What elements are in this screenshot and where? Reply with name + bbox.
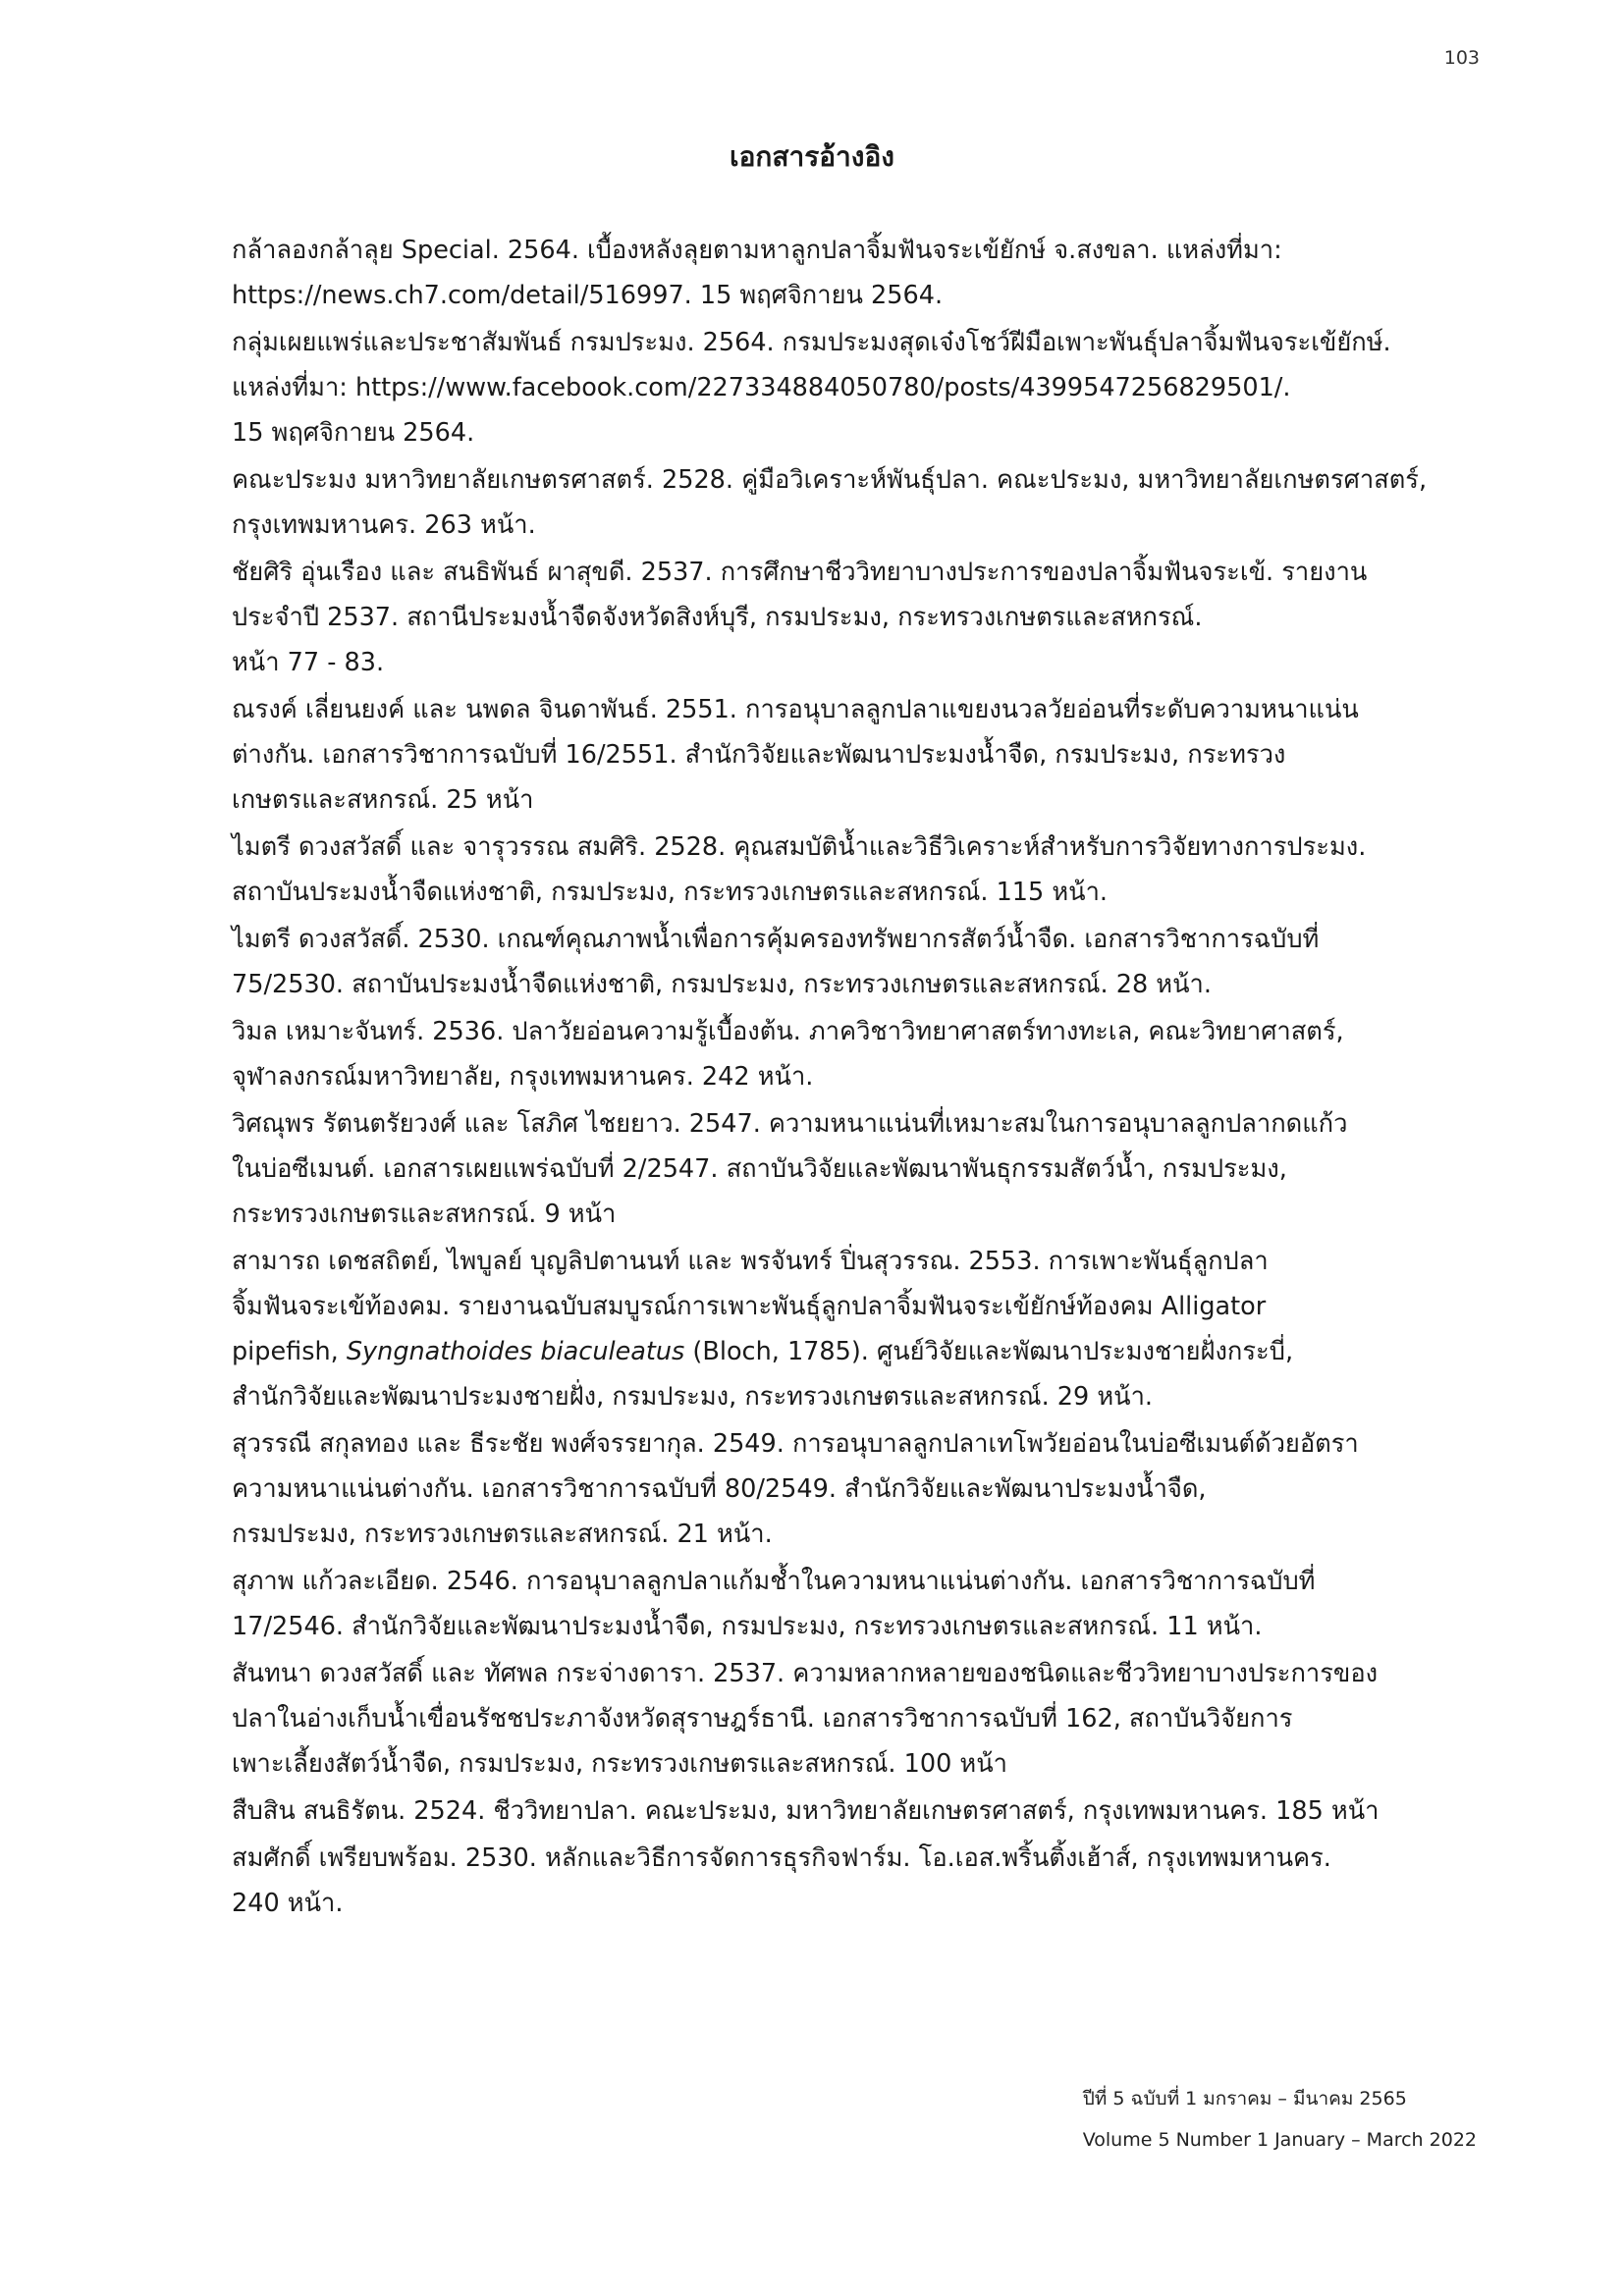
reference-line: ไมตรี ดวงสวัสดิ์. 2530. เกณฑ์คุณภาพน้ำเพื่อการคุ้มครองทรัพยากรสัตว์น้ำจืด. เอกสารวิชาการฉบับที่ <box>232 925 1320 954</box>
reference-line: สมศักดิ์ เพรียบพร้อม. 2530. หลักและวิธีการจัดการธุรกิจฟาร์ม. โอ.เอส.พริ้นติ้งเฮ้าส์, กรุงเทพมหานคร. <box>232 1843 1331 1873</box>
reference-entry <box>232 1101 1471 1237</box>
reference-line: 17/2546. สำนักวิจัยและพัฒนาประมงน้ำจืด, กรมประมง, กระทรวงเกษตรและสหกรณ์. 11 หน้า. <box>232 1612 1263 1641</box>
reference-entry <box>232 228 1471 318</box>
reference-line: คณะประมง มหาวิทยาลัยเกษตรศาสตร์. 2528. คู่มือวิเคราะห์พันธุ์ปลา. คณะประมง, มหาวิทยาลัยเกษตรศาสตร์, <box>232 465 1428 495</box>
reference-line: ความหนาแน่นต่างกัน. เอกสารวิชาการฉบับที่ 80/2549. สำนักวิจัยและพัฒนาประมงน้ำจืด, <box>232 1474 1207 1504</box>
reference-line-species <box>232 1329 1471 1374</box>
reference-line: สุภาพ แก้วละเอียด. 2546. การอนุบาลลูกปลาแก้มช้ำในความหนาแน่นต่างกัน. เอกสารวิชาการฉบับที่ <box>232 1567 1316 1596</box>
reference-line: วิศณุพร รัตนตรัยวงศ์ และ โสภิศ ไชยยาว. 2547. ความหนาแน่นที่เหมาะสมในการอนุบาลลูกปลากดแก้ว <box>232 1109 1348 1139</box>
reference-line: แหล่งที่มา: https://www.facebook.com/227334884050780/posts/4399547256829501/. <box>232 373 1291 402</box>
page-number: 103 <box>1443 47 1480 69</box>
journal-footer <box>1083 2078 1477 2161</box>
reference-line: 75/2530. สถาบันประมงน้ำจืดแห่งชาติ, กรมประมง, กระทรวงเกษตรและสหกรณ์. 28 หน้า. <box>232 970 1212 999</box>
reference-line: กรมประมง, กระทรวงเกษตรและสหกรณ์. 21 หน้า. <box>232 1520 773 1549</box>
reference-line: ชัยศิริ อุ่นเรือง และ สนธิพันธ์ ผาสุขดี. 2537. การศึกษาชีววิทยาบางประการของปลาจิ้มฟันจระเข้. รายงาน <box>232 558 1368 587</box>
reference-line: วิมล เหมาะจันทร์. 2536. ปลาวัยอ่อนความรู้เบื้องต้น. ภาควิชาวิทยาศาสตร์ทางทะเล, คณะวิทยาศาสตร์, <box>232 1017 1344 1046</box>
reference-line: กล้าลองกล้าลุย Special. 2564. เบื้องหลังลุยตามหาลูกปลาจิ้มฟันจระเข้ยักษ์ จ.สงขลา. แหล่งที่มา: <box>232 236 1282 265</box>
reference-line: สามารถ เดชสถิตย์, ไพบูลย์ บุญลิปตานนท์ และ พรจันทร์ ปิ่นสุวรรณ. 2553. การเพาะพันธุ์ลูกปลา <box>232 1247 1269 1276</box>
reference-entry <box>232 1239 1471 1419</box>
reference-line: ประจำปี 2537. สถานีประมงน้ำจืดจังหวัดสิงห์บุรี, กรมประมง, กระทรวงเกษตรและสหกรณ์. <box>232 603 1203 632</box>
reference-line: ไมตรี ดวงสวัสดิ์ และ จารุวรรณ สมศิริ. 2528. คุณสมบัติน้ำและวิธีวิเคราะห์สำหรับการวิจัยทางการประมง. <box>232 832 1367 862</box>
reference-line: สำนักวิจัยและพัฒนาประมงชายฝั่ง, กรมประมง, กระทรวงเกษตรและสหกรณ์. 29 หน้า. <box>232 1382 1153 1412</box>
reference-line: ณรงค์ เลี่ยนยงค์ และ นพดล จินดาพันธ์. 2551. การอนุบาลลูกปลาแขยงนวลวัยอ่อนที่ระดับความหนาแน่น <box>232 695 1359 724</box>
reference-entry <box>232 1651 1471 1787</box>
footer-english: Volume 5 Number 1 January – March 2022 <box>1082 2129 1477 2151</box>
reference-line: สถาบันประมงน้ำจืดแห่งชาติ, กรมประมง, กระทรวงเกษตรและสหกรณ์. 115 หน้า. <box>232 878 1109 907</box>
reference-entry <box>232 917 1471 1007</box>
reference-entry <box>232 1009 1471 1099</box>
species-name: Syngnathoides biaculeatus <box>346 1337 685 1366</box>
reference-line: เกษตรและสหกรณ์. 25 หน้า <box>232 785 534 815</box>
reference-line: หน้า 77 - 83. <box>232 648 385 677</box>
reference-line: สุวรรณี สกุลทอง และ ธีระชัย พงศ์จรรยากุล. 2549. การอนุบาลลูกปลาเทโพวัยอ่อนในบ่อซีเมนต์ด้วยอัตรา <box>232 1429 1359 1459</box>
reference-line: ปลาในอ่างเก็บน้ำเขื่อนรัชชประภาจังหวัดสุราษฎร์ธานี. เอกสารวิชาการฉบับที่ 162, สถาบันวิจัยการ <box>232 1704 1293 1734</box>
reference-entry <box>232 320 1471 455</box>
footer-thai: ปีที่ 5 ฉบับที่ 1 มกราคม – มีนาคม 2565 <box>1082 2088 1407 2109</box>
reference-entry <box>232 687 1471 823</box>
reference-line: จุฬาลงกรณ์มหาวิทยาลัย, กรุงเทพมหานคร. 242 หน้า. <box>232 1062 814 1092</box>
reference-line: กลุ่มเผยแพร่และประชาสัมพันธ์ กรมประมง. 2564. กรมประมงสุดเจ๋งโชว์ฝีมือเพาะพันธุ์ปลาจิ้มฟันจระเข้ยักษ์. <box>232 328 1391 357</box>
reference-list <box>232 228 1471 1928</box>
reference-line: 15 พฤศจิกายน 2564. <box>232 418 475 448</box>
reference-text: pipefish, <box>232 1337 347 1366</box>
reference-entry <box>232 1559 1471 1649</box>
reference-entry <box>232 825 1471 915</box>
reference-line: สืบสิน สนธิรัตน. 2524. ชีววิทยาปลา. คณะประมง, มหาวิทยาลัยเกษตรศาสตร์, กรุงเทพมหานคร. 185 หน้า <box>232 1796 1380 1826</box>
reference-line: จิ้มฟันจระเข้ท้องคม. รายงานฉบับสมบูรณ์การเพาะพันธุ์ลูกปลาจิ้มฟันจระเข้ยักษ์ท้องคม Alligator <box>232 1292 1267 1321</box>
reference-entry <box>232 1836 1471 1926</box>
reference-line: เพาะเลี้ยงสัตว์น้ำจืด, กรมประมง, กระทรวงเกษตรและสหกรณ์. 100 หน้า <box>232 1749 1007 1779</box>
reference-text: (Bloch, 1785). ศูนย์วิจัยและพัฒนาประมงชายฝั่งกระบี่, <box>684 1337 1294 1366</box>
reference-entry <box>232 1421 1471 1557</box>
reference-line: 240 หน้า. <box>232 1889 344 1918</box>
reference-entry <box>232 550 1471 685</box>
reference-line: ต่างกัน. เอกสารวิชาการฉบับที่ 16/2551. สำนักวิจัยและพัฒนาประมงน้ำจืด, กรมประมง, กระทรวง <box>232 740 1286 770</box>
reference-entry <box>232 1789 1471 1834</box>
reference-line: ในบ่อซีเมนต์. เอกสารเผยแพร่ฉบับที่ 2/2547. สถาบันวิจัยและพัฒนาพันธุกรรมสัตว์น้ำ, กรมประมง, <box>232 1154 1287 1184</box>
reference-line: กรุงเทพมหานคร. 263 หน้า. <box>232 510 536 540</box>
reference-line: สันทนา ดวงสวัสดิ์ และ ทัศพล กระจ่างดารา. 2537. ความหลากหลายของชนิดและชีววิทยาบางประการของ <box>232 1659 1379 1688</box>
reference-entry <box>232 457 1471 548</box>
page-title: เอกสารอ้างอิง <box>730 140 894 173</box>
reference-line: กระทรวงเกษตรและสหกรณ์. 9 หน้า <box>232 1200 617 1229</box>
reference-line: https://news.ch7.com/detail/516997. 15 พฤศจิกายน 2564. <box>232 281 944 310</box>
